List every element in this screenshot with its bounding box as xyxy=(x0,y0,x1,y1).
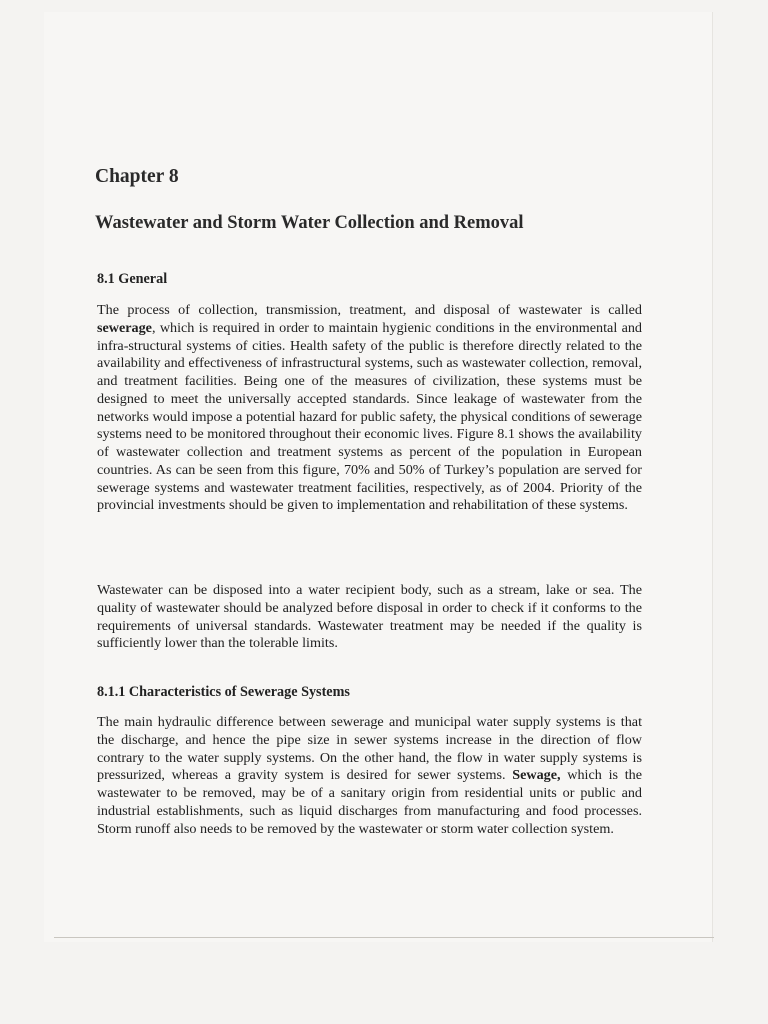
bold-term: sewerage xyxy=(97,319,152,336)
paragraph-wastewater-disposal: Wastewater can be disposed into a water recipient body, such as a stream, lake or sea. The quality of wastewater should be analyzed before disposal in order to check if it conforms to the requirements of universal standards. Wastewater treatment may be needed if the quality is sufficiently lower than the tolerable limits. xyxy=(97,582,642,652)
paragraph-sewerage-characteristics xyxy=(97,714,642,838)
text-run: The process of collection, transmission, treatment, and disposal of wastewater is called xyxy=(97,302,642,318)
text-run: The main hydraulic difference between sewerage and municipal water supply systems is that the discharge, and hence the pipe size in sewer systems increase in the direction of flow contrary to the water supply systems. On the other hand, the flow in water supply systems is pressurized, whereas a gravity system is desired for sewer systems. xyxy=(97,714,642,784)
page-edge-line xyxy=(54,937,714,938)
section-heading-characteristics: 8.1.1 Characteristics of Sewerage Systems xyxy=(97,684,350,700)
text-run: which is the wastewater to be removed, may be of a sanitary origin from residential units or public and industrial establishments, such as liquid discharges from manufacturing and food processes. Storm runoff also needs to be removed by the wastewater or storm water collection system. xyxy=(97,767,643,837)
text-run: , which is required in order to maintain hygienic conditions in the environmental and infra-structural systems of cities. Health safety of the public is therefore directly related to the availability and effectiveness of infrastructural systems, such as wastewater collection, removal, and treatment facilities. Being one of the measures of civilization, these systems must be designed to meet the universally accepted standards. Since leakage of wastewater from the networks would impose a potential hazard for public safety, the physical conditions of sewerage systems need to be monitored throughout their economic lives. Figure 8.1 shows the availability of wastewater collection and treatment systems as percent of the population in European countries. As can be seen from this figure, 70% and 50% of Turkey’s population are served for sewerage systems and wastewater treatment facilities, respectively, as of 2004. Priority of the provincial investments should be given to implementation and rehabilitation of these systems. xyxy=(97,319,642,514)
chapter-number: Chapter 8 xyxy=(95,166,179,187)
chapter-title: Wastewater and Storm Water Collection and Removal xyxy=(95,213,524,233)
section-heading-general: 8.1 General xyxy=(97,271,168,287)
bold-term: Sewage, xyxy=(512,767,561,784)
paragraph-sewerage-intro xyxy=(97,302,642,515)
